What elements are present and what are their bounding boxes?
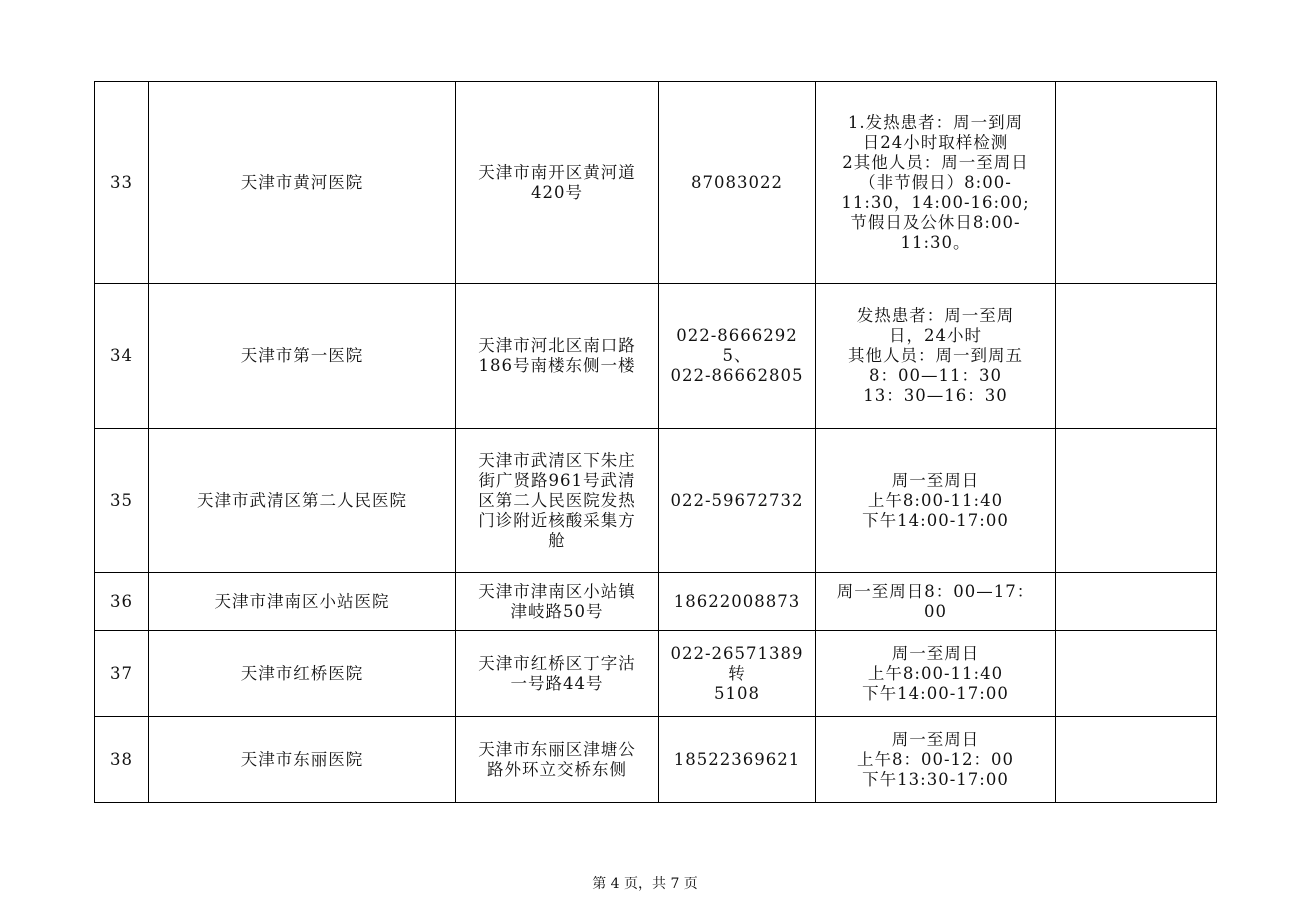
hospital-phone: 022-59672732 — [659, 429, 816, 573]
table-row — [95, 82, 1217, 284]
hospital-address: 天津市南开区黄河道 420号 — [456, 82, 659, 284]
table-row — [95, 573, 1217, 631]
note-cell — [1056, 631, 1217, 717]
note-cell — [1056, 284, 1217, 429]
service-hours: 周一至周日 上午8:00-11:40 下午14:00-17:00 — [816, 429, 1056, 573]
table-row — [95, 284, 1217, 429]
hospital-phone: 022-26571389转 5108 — [659, 631, 816, 717]
hospital-name: 天津市东丽医院 — [149, 717, 456, 803]
hospital-phone: 18522369621 — [659, 717, 816, 803]
hospital-phone: 022-86662925、 022-86662805 — [659, 284, 816, 429]
hospital-name: 天津市津南区小站医院 — [149, 573, 456, 631]
hospital-name: 天津市武清区第二人民医院 — [149, 429, 456, 573]
row-number: 37 — [95, 631, 149, 717]
hospital-address: 天津市东丽区津塘公 路外环立交桥东侧 — [456, 717, 659, 803]
note-cell — [1056, 717, 1217, 803]
row-number: 36 — [95, 573, 149, 631]
service-hours: 周一至周日 上午8：00-12：00 下午13:30-17:00 — [816, 717, 1056, 803]
service-hours: 周一至周日8：00—17： 00 — [816, 573, 1056, 631]
hospital-name: 天津市黄河医院 — [149, 82, 456, 284]
hospital-address: 天津市津南区小站镇 津岐路50号 — [456, 573, 659, 631]
hospital-name: 天津市第一医院 — [149, 284, 456, 429]
note-cell — [1056, 573, 1217, 631]
note-cell — [1056, 82, 1217, 284]
hospital-address: 天津市红桥区丁字沽 一号路44号 — [456, 631, 659, 717]
service-hours: 1.发热患者：周一到周 日24小时取样检测 2其他人员：周一至周日 （非节假日）8:00- 11:30，14:00-16:00; 节假日及公休日8:00- 11:30。 — [816, 82, 1056, 284]
service-hours: 周一至周日 上午8:00-11:40 下午14:00-17:00 — [816, 631, 1056, 717]
row-number: 35 — [95, 429, 149, 573]
hospital-phone: 87083022 — [659, 82, 816, 284]
hospital-address: 天津市武清区下朱庄 街广贤路961号武清 区第二人民医院发热 门诊附近核酸采集方 舱 — [456, 429, 659, 573]
row-number: 33 — [95, 82, 149, 284]
service-hours: 发热患者：周一至周 日，24小时 其他人员：周一到周五 8：00—11：30 13：30—16：30 — [816, 284, 1056, 429]
note-cell — [1056, 429, 1217, 573]
table-row — [95, 429, 1217, 573]
page-number-footer: 第 4 页，共 7 页 — [592, 876, 698, 892]
table-row — [95, 631, 1217, 717]
row-number: 34 — [95, 284, 149, 429]
table-row — [95, 717, 1217, 803]
hospital-address: 天津市河北区南口路 186号南楼东侧一楼 — [456, 284, 659, 429]
hospital-name: 天津市红桥医院 — [149, 631, 456, 717]
hospital-table — [94, 81, 1217, 803]
hospital-phone: 18622008873 — [659, 573, 816, 631]
row-number: 38 — [95, 717, 149, 803]
